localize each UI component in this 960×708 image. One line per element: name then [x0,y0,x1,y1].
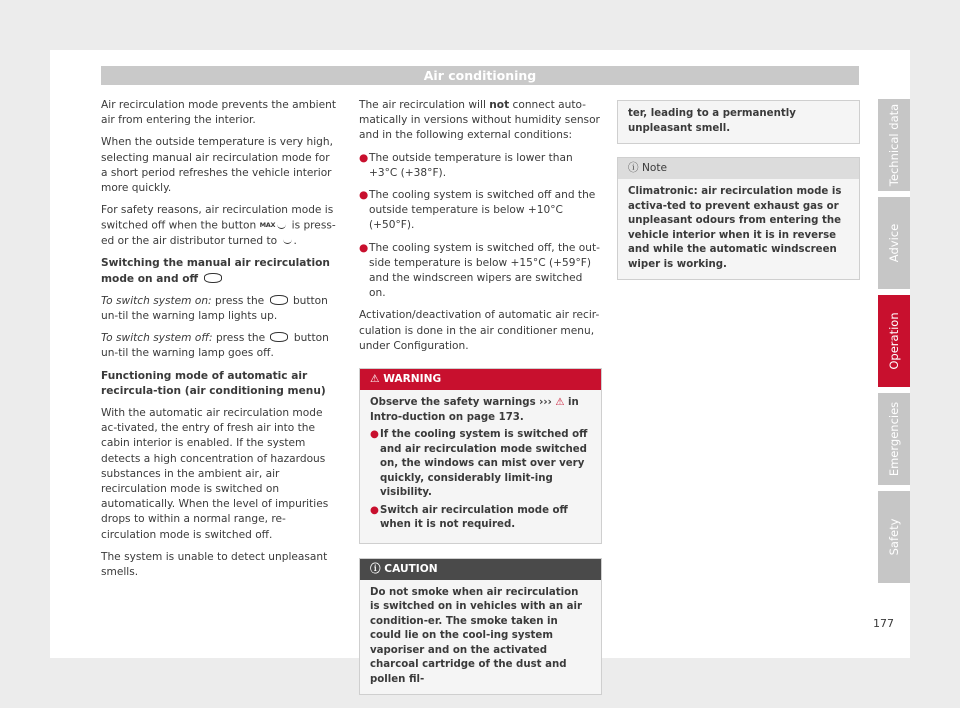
bullet-icon: ● [370,504,379,516]
caution-header: ⓘ CAUTION [360,559,601,580]
warning-triangle-icon: ⚠ [555,397,565,409]
recirculation-icon [270,295,288,305]
warning-triangle-icon: ⚠ [370,373,380,386]
paragraph: For safety reasons, air recirculation mode is switched off when the button MAX is press-ed or the air distributor turned to . [101,204,336,248]
list-item: ● The outside temperature is lower than +3°C (+38°F). [359,151,573,179]
warning-header: ⚠ WARNING [360,369,601,390]
warning-body: Observe the safety warnings ››› ⚠ in Intro-duction on page 173. ● If the cooling system is switched off and air recirculation mode switched on, the windows can mist over very quickly, considerably limit-ing visibility. ● Switch air recirculation mode off when it is not required. [360,390,601,543]
list-item: ● If the cooling system is switched off and air recirculation mode switched on, the windows can mist over very quickly, considerably limit-ing visibility. [370,429,588,499]
bullet-icon: ● [359,241,369,254]
info-icon: ⓘ [628,162,639,174]
recirculation-icon [204,273,222,283]
caution-body: Do not smoke when air recirculation is switched on in vehicles with an air condition-er. The smoke taken in could lie on the cool-ing system vaporiser and on the activated charcoal cartridge of the dust and pollen fil- [360,580,601,695]
subheading: Switching the manual air recirculation mode on and off [101,257,330,285]
windscreen-vent-icon [277,220,286,229]
paragraph: The air recirculation will not connect auto-matically in versions without humidity sensor and in the following external conditions: [359,99,600,142]
section-header: Air conditioning [101,66,859,85]
max-defrost-icon: MAX [259,221,276,230]
caution-continued-box [617,100,860,144]
bullet-icon: ● [359,151,369,164]
windscreen-vent-icon [283,235,292,244]
bullet-icon: ● [370,429,379,441]
paragraph: To switch system on: press the button un-til the warning lamp lights up. [101,294,328,323]
list-item: ● Switch air recirculation mode off when it is not required. [370,504,568,531]
caution-continued-body: ter, leading to a permanently unpleasant smell. [618,101,859,143]
paragraph: The system is unable to detect unpleasant smells. [101,550,328,579]
subheading: Functioning mode of automatic air recircula-tion (air conditioning menu) [101,369,326,397]
bullet-icon: ● [359,189,369,202]
tab-safety[interactable]: Safety [878,491,910,583]
note-box [617,157,860,280]
paragraph: Air recirculation mode prevents the ambient air from entering the interior. [101,99,337,127]
paragraph: When the outside temperature is very high, selecting manual air recirculation mode for a short period refreshes the vehicle interior more quickly. [101,136,333,195]
tab-advice[interactable]: Advice [878,197,910,289]
note-header: ⓘ Note [618,158,859,179]
tab-operation[interactable]: Operation [878,295,910,387]
column-right [617,100,860,280]
paragraph: With the automatic air recirculation mode ac-tivated, the entry of fresh air into the cabin interior is enabled. If the system detects a high concentration of hazardous substances in the ambient air, air recirculation mode is switched on automatically. When the level of impurities drops to within a normal range, re-circulation mode is switched off. [101,407,329,541]
paragraph: To switch system off: press the button un-til the warning lamp goes off. [101,332,329,360]
tab-emergencies[interactable]: Emergencies [878,393,910,485]
paragraph: Activation/deactivation of automatic air recir-culation is done in the air conditioner menu, under Configuration. [359,309,600,352]
column-middle [359,98,602,695]
list-item: ● The cooling system is switched off, the out-side temperature is below +15°C (+59°F) and the windscreen wipers are switched on. [359,241,600,300]
caution-circle-icon: ⓘ [370,562,381,575]
list-item: ● The cooling system is switched off and the outside temperature is below +10°C (+50°F). [359,189,596,232]
tab-technical-data[interactable]: Technical data [878,99,910,191]
column-left [101,98,339,587]
caution-box [359,558,602,696]
page-number: 177 [873,617,894,630]
recirculation-icon [270,332,288,342]
warning-box [359,368,602,544]
note-body: Climatronic: air recirculation mode is activa-ted to prevent exhaust gas or unpleasant odours from entering the vehicle interior when it is in reverse and while the automatic windscreen wiper is working. [618,179,859,279]
